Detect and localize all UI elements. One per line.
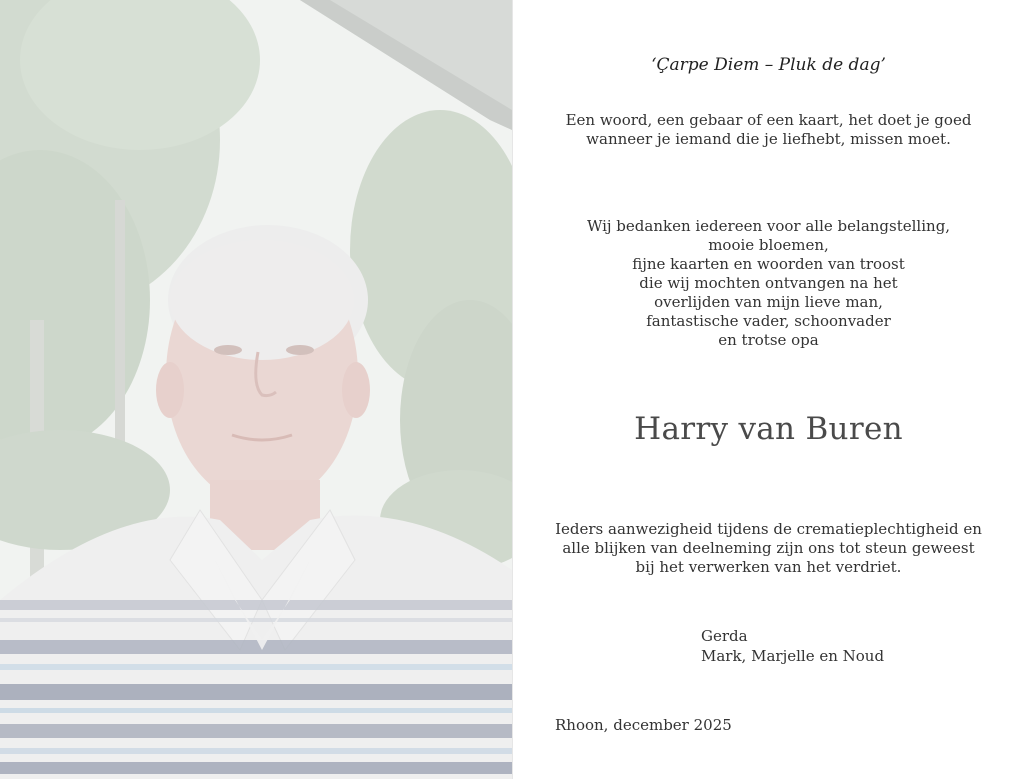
thanks-line: mooie bloemen,	[708, 236, 829, 254]
intro-line: wanneer je iemand die je liefhebt, missen moet.	[586, 130, 951, 148]
presence-line: alle blijken van deelneming zijn ons tot steun geweest	[562, 539, 975, 557]
thanks-line: fantastische vader, schoonvader	[646, 312, 891, 330]
intro-line: Een woord, een gebaar of een kaart, het doet je goed	[565, 111, 972, 129]
motto: ‘Çarpe Diem – Pluk de dag’	[651, 55, 886, 75]
text-panel	[513, 0, 1024, 779]
thanks-line: fijne kaarten en woorden van troost	[632, 255, 905, 273]
presence-paragraph	[513, 520, 1024, 577]
thanks-line: overlijden van mijn lieve man,	[654, 293, 883, 311]
deceased-name: Harry van Buren	[634, 411, 903, 447]
presence-line: bij het verwerken van het verdriet.	[635, 558, 902, 576]
intro-paragraph	[513, 111, 1024, 149]
thanks-paragraph	[513, 217, 1024, 350]
presence-line: Ieders aanwezigheid tijdens de crematieplechtigheid en	[555, 520, 982, 538]
thanks-line: die wij mochten ontvangen na het	[639, 274, 898, 292]
place-date: Rhoon, december 2025	[555, 716, 732, 734]
thanks-line: en trotse opa	[718, 331, 819, 349]
signer-line: Gerda	[701, 627, 748, 645]
thanks-line: Wij bedanken iedereen voor alle belangstelling,	[586, 217, 951, 235]
signer-line: Mark, Marjelle en Noud	[701, 647, 885, 665]
signers	[701, 626, 884, 666]
